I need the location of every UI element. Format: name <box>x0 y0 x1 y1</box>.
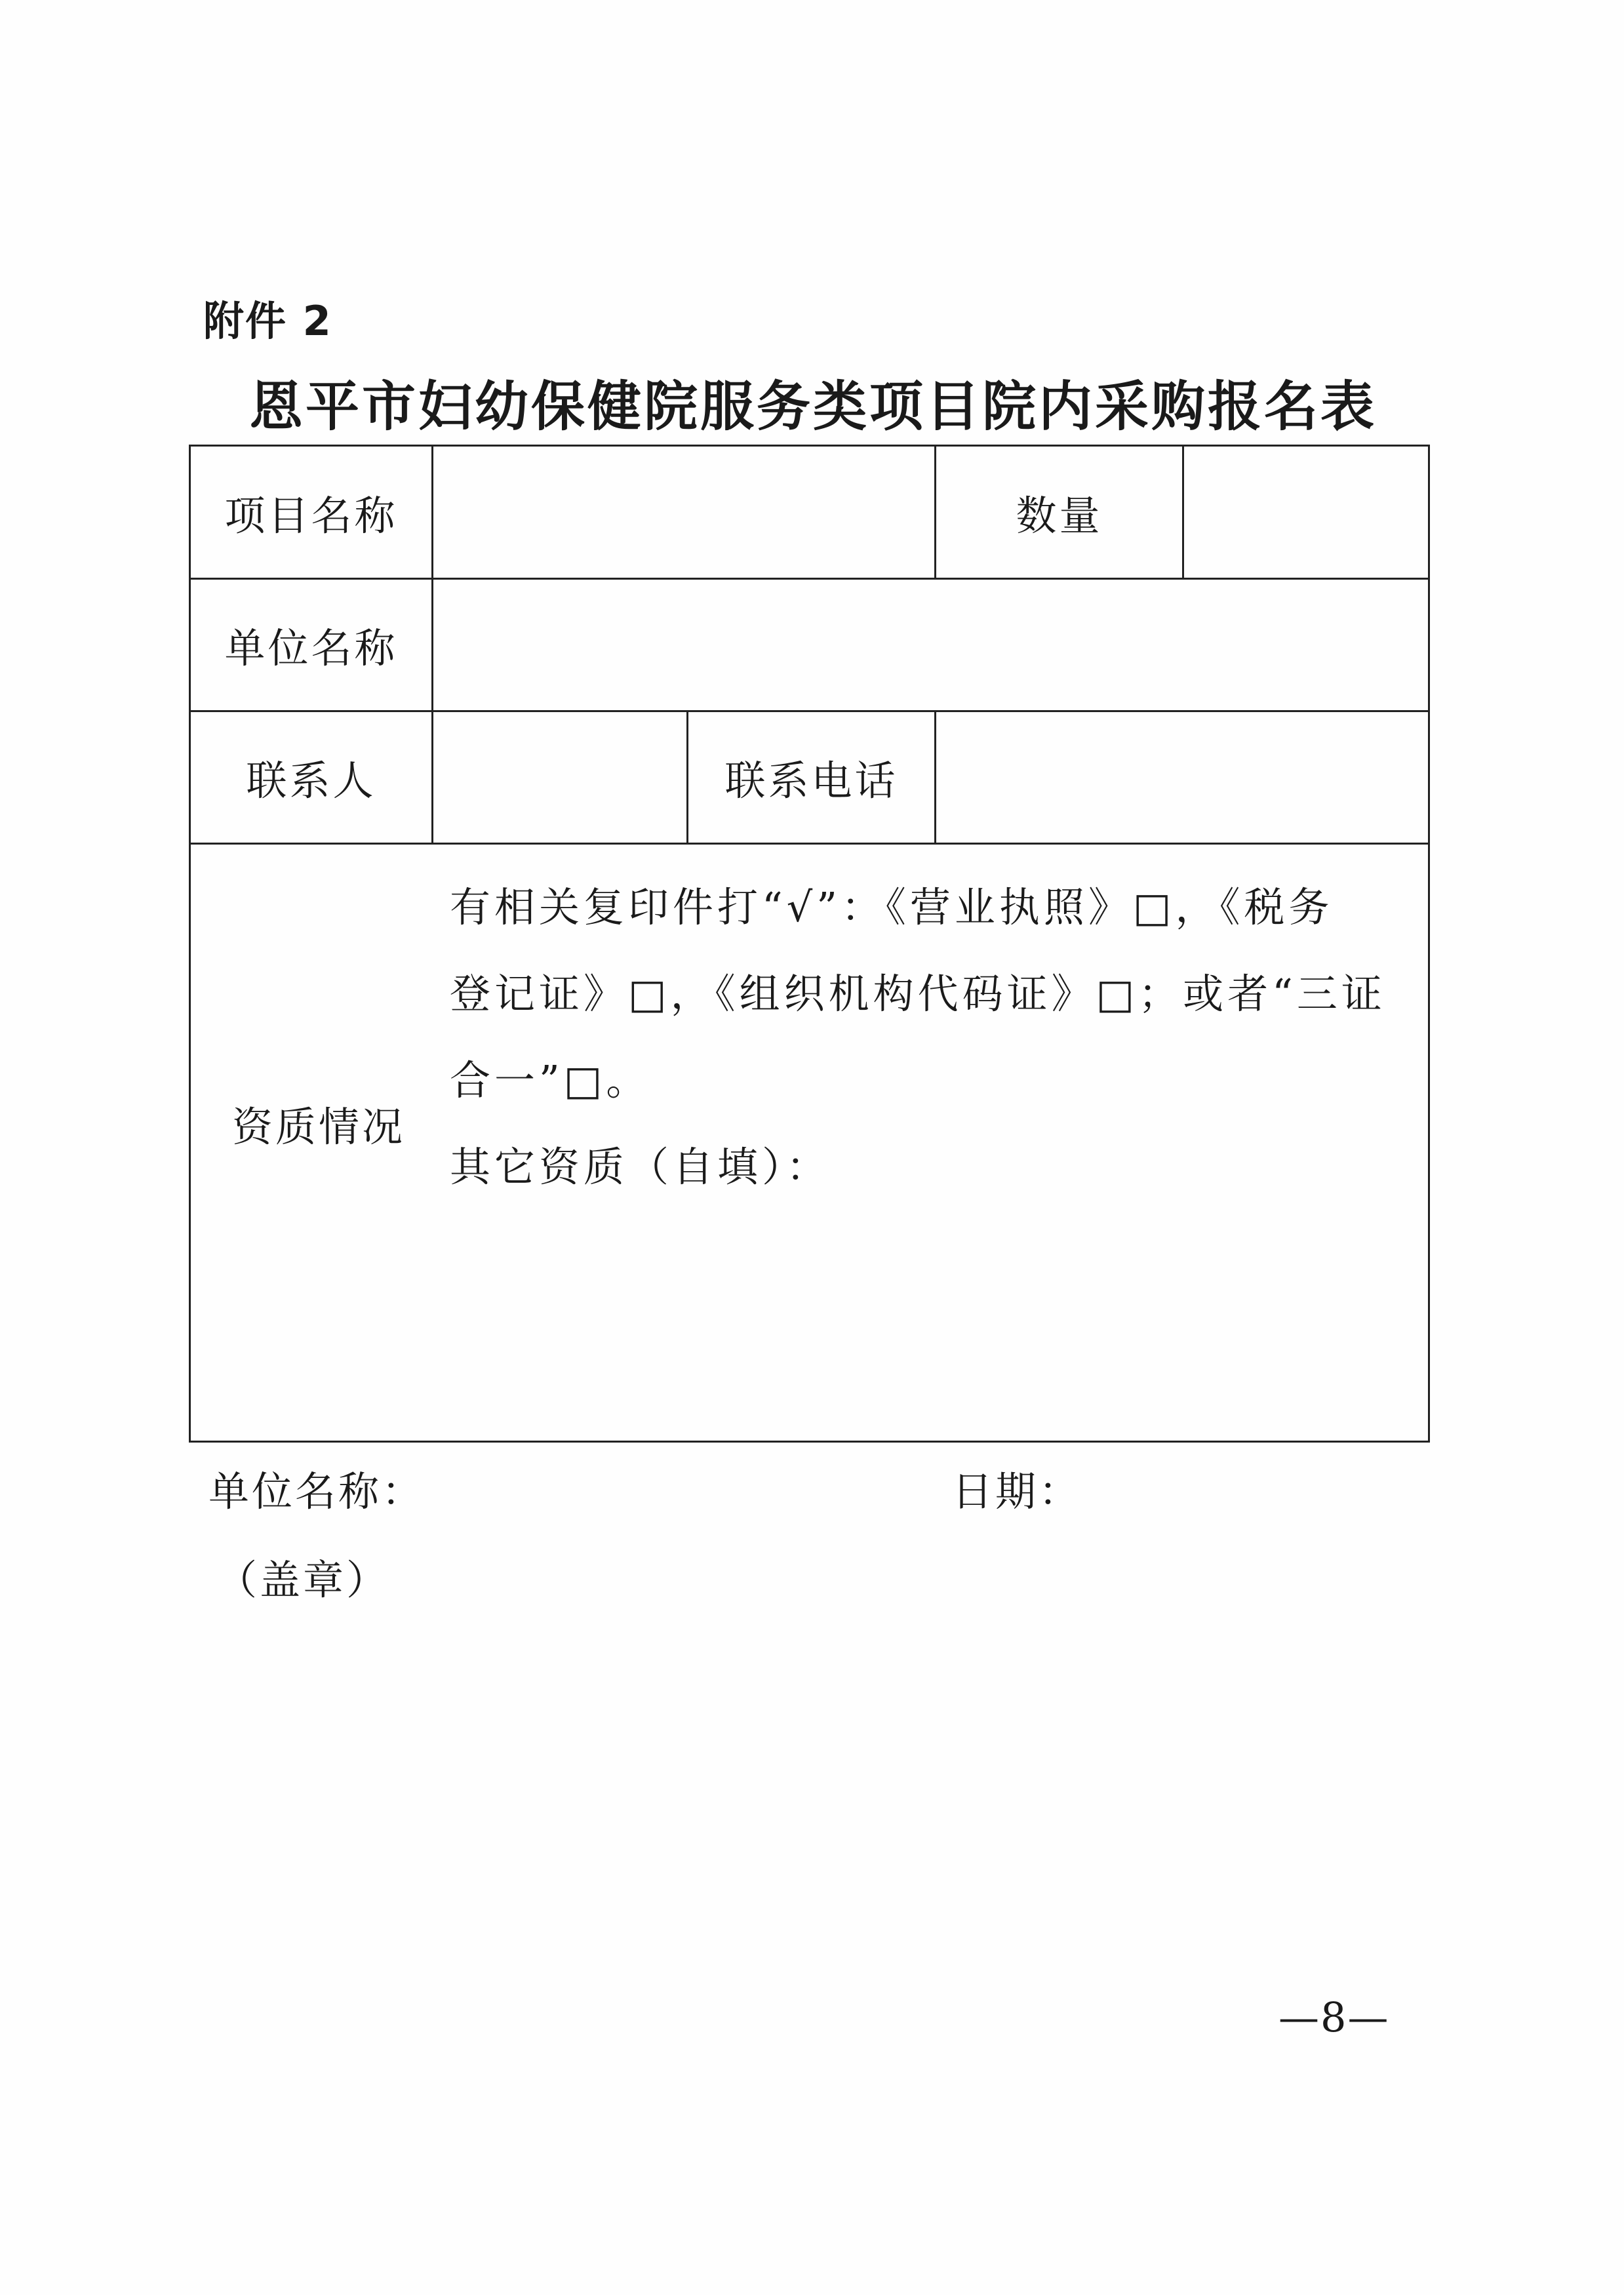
project-name-field[interactable] <box>433 447 934 578</box>
page-number: —8— <box>1278 1993 1390 2041</box>
contact-person-field[interactable] <box>433 712 686 843</box>
qualification-label: 资质情况 <box>231 1102 405 1151</box>
contact-phone-field[interactable] <box>936 712 1428 843</box>
attachment-label: 附件 2 <box>203 297 332 345</box>
contact-phone-label: 联系电话 <box>724 757 898 805</box>
form-title: 恩平市妇幼保健院服务类项目院内采购报名表 <box>248 375 1377 438</box>
unit-name-label: 单位名称 <box>224 624 398 672</box>
contact-person-label: 联系人 <box>246 757 376 805</box>
footer-unit-name-label: 单位名称： <box>208 1467 426 1515</box>
footer-date-label: 日期： <box>952 1467 1082 1515</box>
qualification-line: 有相关复印件打“√”：《营业执照》□，《税务 <box>450 883 1334 931</box>
quantity-field[interactable] <box>1184 447 1428 578</box>
registration-form-table <box>189 445 1430 1443</box>
qualification-line: 其它资质（自填）： <box>450 1143 831 1191</box>
qualification-line: 登记证》□，《组织机构代码证》□；或者“三证 <box>450 970 1386 1018</box>
quantity-label: 数量 <box>1016 491 1103 540</box>
project-name-label: 项目名称 <box>224 491 398 540</box>
unit-name-field[interactable] <box>433 580 1428 710</box>
qualification-line: 合一”□。 <box>450 1056 651 1104</box>
qualification-content[interactable] <box>450 864 1407 1210</box>
qualification-section <box>191 845 1428 1441</box>
footer-seal-label: （盖章） <box>216 1556 390 1604</box>
